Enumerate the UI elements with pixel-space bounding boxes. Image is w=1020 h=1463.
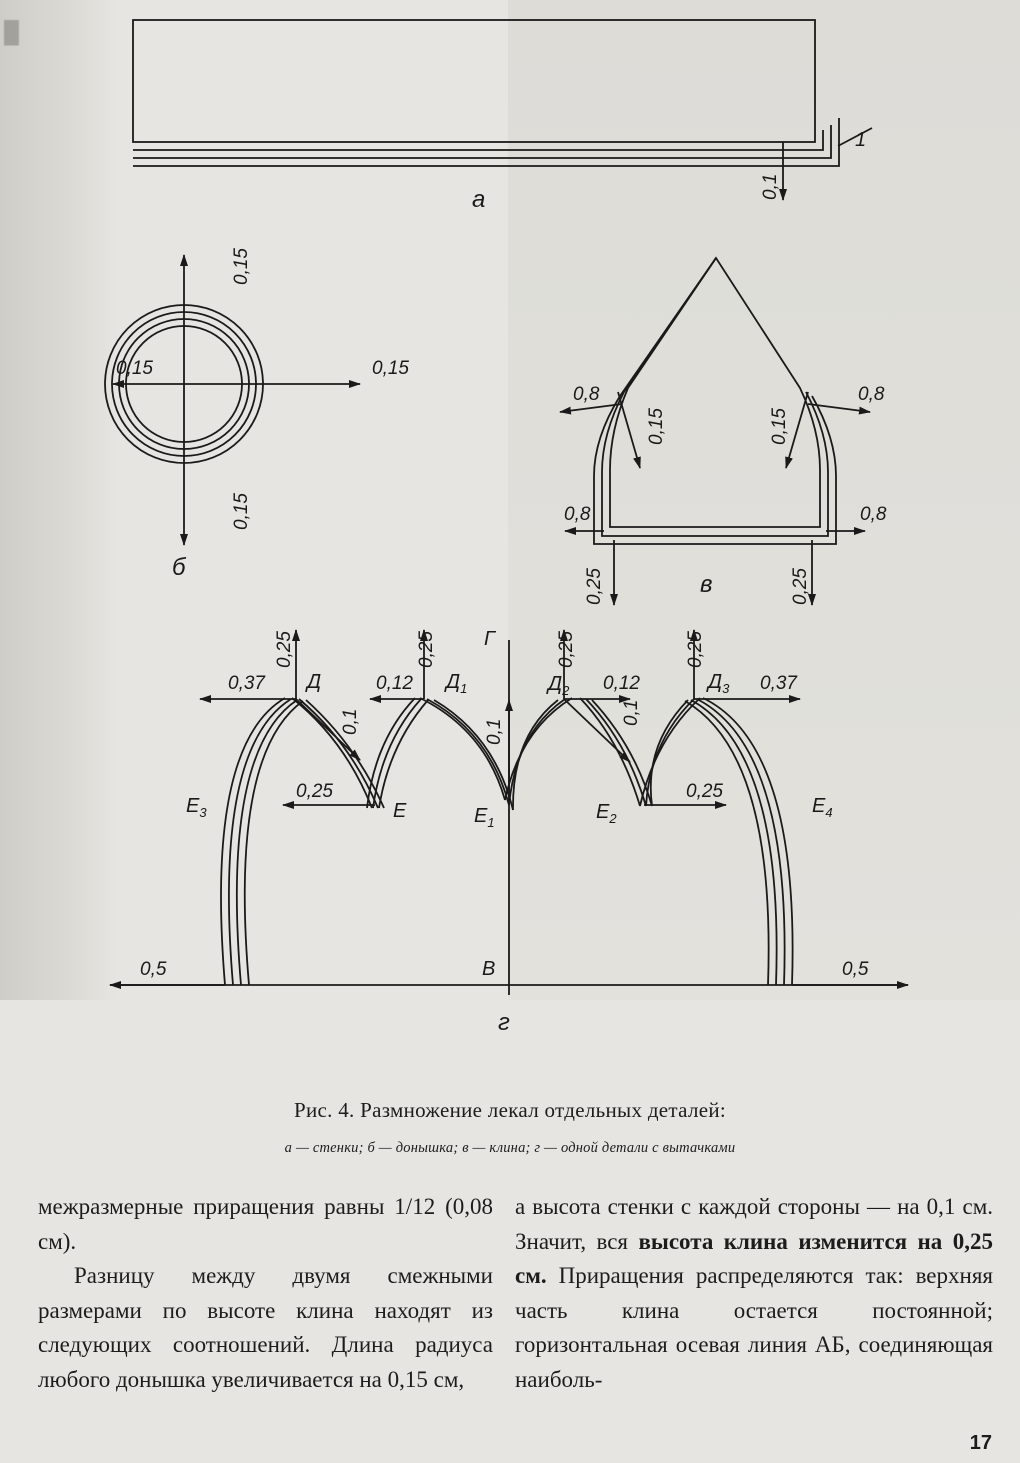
dim-g-037-right: 0,37 <box>760 673 797 694</box>
label-E3: $Е_3$ <box>186 795 207 820</box>
label-E1: $Е_1$ <box>474 805 495 830</box>
paragraph: а высота стенки с каждой стороны — на 0,1 см. Значит, вся высота клина изменится на 0,25 см. Приращения распределяются так: верхняя часть клина остается постоянной; горизонтальная осевая линия АБ, соединяющая наиболь- <box>515 1194 993 1392</box>
label-b: б <box>172 554 186 581</box>
dim-b-left: 0,15 <box>116 358 153 379</box>
dim-v-08-br: 0,8 <box>860 504 887 525</box>
label-D: Д <box>307 671 322 693</box>
dim-v-025-l: 0,25 <box>584 568 605 605</box>
dim-v-08-bl: 0,8 <box>564 504 591 525</box>
label-G: Г <box>484 628 495 650</box>
paragraph: Разницу между двумя смежными размерами по высоте клина находят из следующих соотношений. Длина радиуса любого донышка увеличивается на 0,15 см, <box>38 1263 493 1392</box>
dim-g-05-left: 0,5 <box>140 959 167 980</box>
label-D3: $Д_3$ <box>708 671 730 696</box>
dim-v-08-tr: 0,8 <box>858 384 885 405</box>
dim-b-top: 0,15 <box>231 248 252 285</box>
dim-g-025-v3: 0,25 <box>556 631 577 668</box>
dim-a-01: 0,1 <box>760 173 781 200</box>
label-B: В <box>482 958 496 980</box>
label-v: в <box>700 571 713 598</box>
dim-b-right: 0,15 <box>372 358 409 379</box>
dim-g-05-right: 0,5 <box>842 959 869 980</box>
text-column-left <box>38 1190 493 1397</box>
dim-g-01-center: 0,1 <box>484 718 505 745</box>
dim-g-01-left: 0,1 <box>340 708 361 735</box>
wedge-pattern-v <box>560 258 870 605</box>
dim-g-025-h-right: 0,25 <box>686 781 723 802</box>
page-number: 17 <box>969 1432 992 1454</box>
dim-v-025-r: 0,25 <box>790 568 811 605</box>
dim-g-01-right: 0,1 <box>621 699 642 726</box>
dim-g-037-left: 0,37 <box>228 673 265 694</box>
wall-pattern-a <box>133 20 872 200</box>
label-D2: $Д_2$ <box>548 673 570 698</box>
text-column-right <box>515 1190 993 1397</box>
dim-v-015-r: 0,15 <box>769 408 790 445</box>
dim-b-bottom: 0,15 <box>231 493 252 530</box>
dim-g-012-left: 0,12 <box>376 673 413 694</box>
dim-g-025-v4: 0,25 <box>685 631 706 668</box>
label-1: 1 <box>855 129 867 151</box>
dim-g-025-v1: 0,25 <box>274 631 295 668</box>
figure-caption-title: Рис. 4. Размножение лекал отдельных деталей: <box>293 1098 727 1122</box>
figure-caption-legend: а — стенки; б — донышка; в — клина; г — одной детали с вытачками <box>284 1140 736 1156</box>
dim-g-012-right: 0,12 <box>603 673 640 694</box>
bold-phrase: высота клина изменится на 0,25 см. <box>515 1228 993 1288</box>
dim-v-015-l: 0,15 <box>646 408 667 445</box>
show-through-text-left: █ <box>4 20 19 44</box>
label-a: а <box>472 186 486 213</box>
label-E2: $Е_2$ <box>596 801 617 826</box>
label-E: Е <box>393 800 407 822</box>
dim-g-025-h-left: 0,25 <box>296 781 333 802</box>
label-E4: $Е_4$ <box>812 795 833 820</box>
dim-g-025-v2: 0,25 <box>416 631 437 668</box>
label-D1: $Д_1$ <box>446 671 468 696</box>
label-g: г <box>498 1009 510 1036</box>
paragraph: межразмерные приращения равны 1/12 (0,08 см). <box>38 1194 493 1254</box>
dim-v-08-tl: 0,8 <box>573 384 600 405</box>
